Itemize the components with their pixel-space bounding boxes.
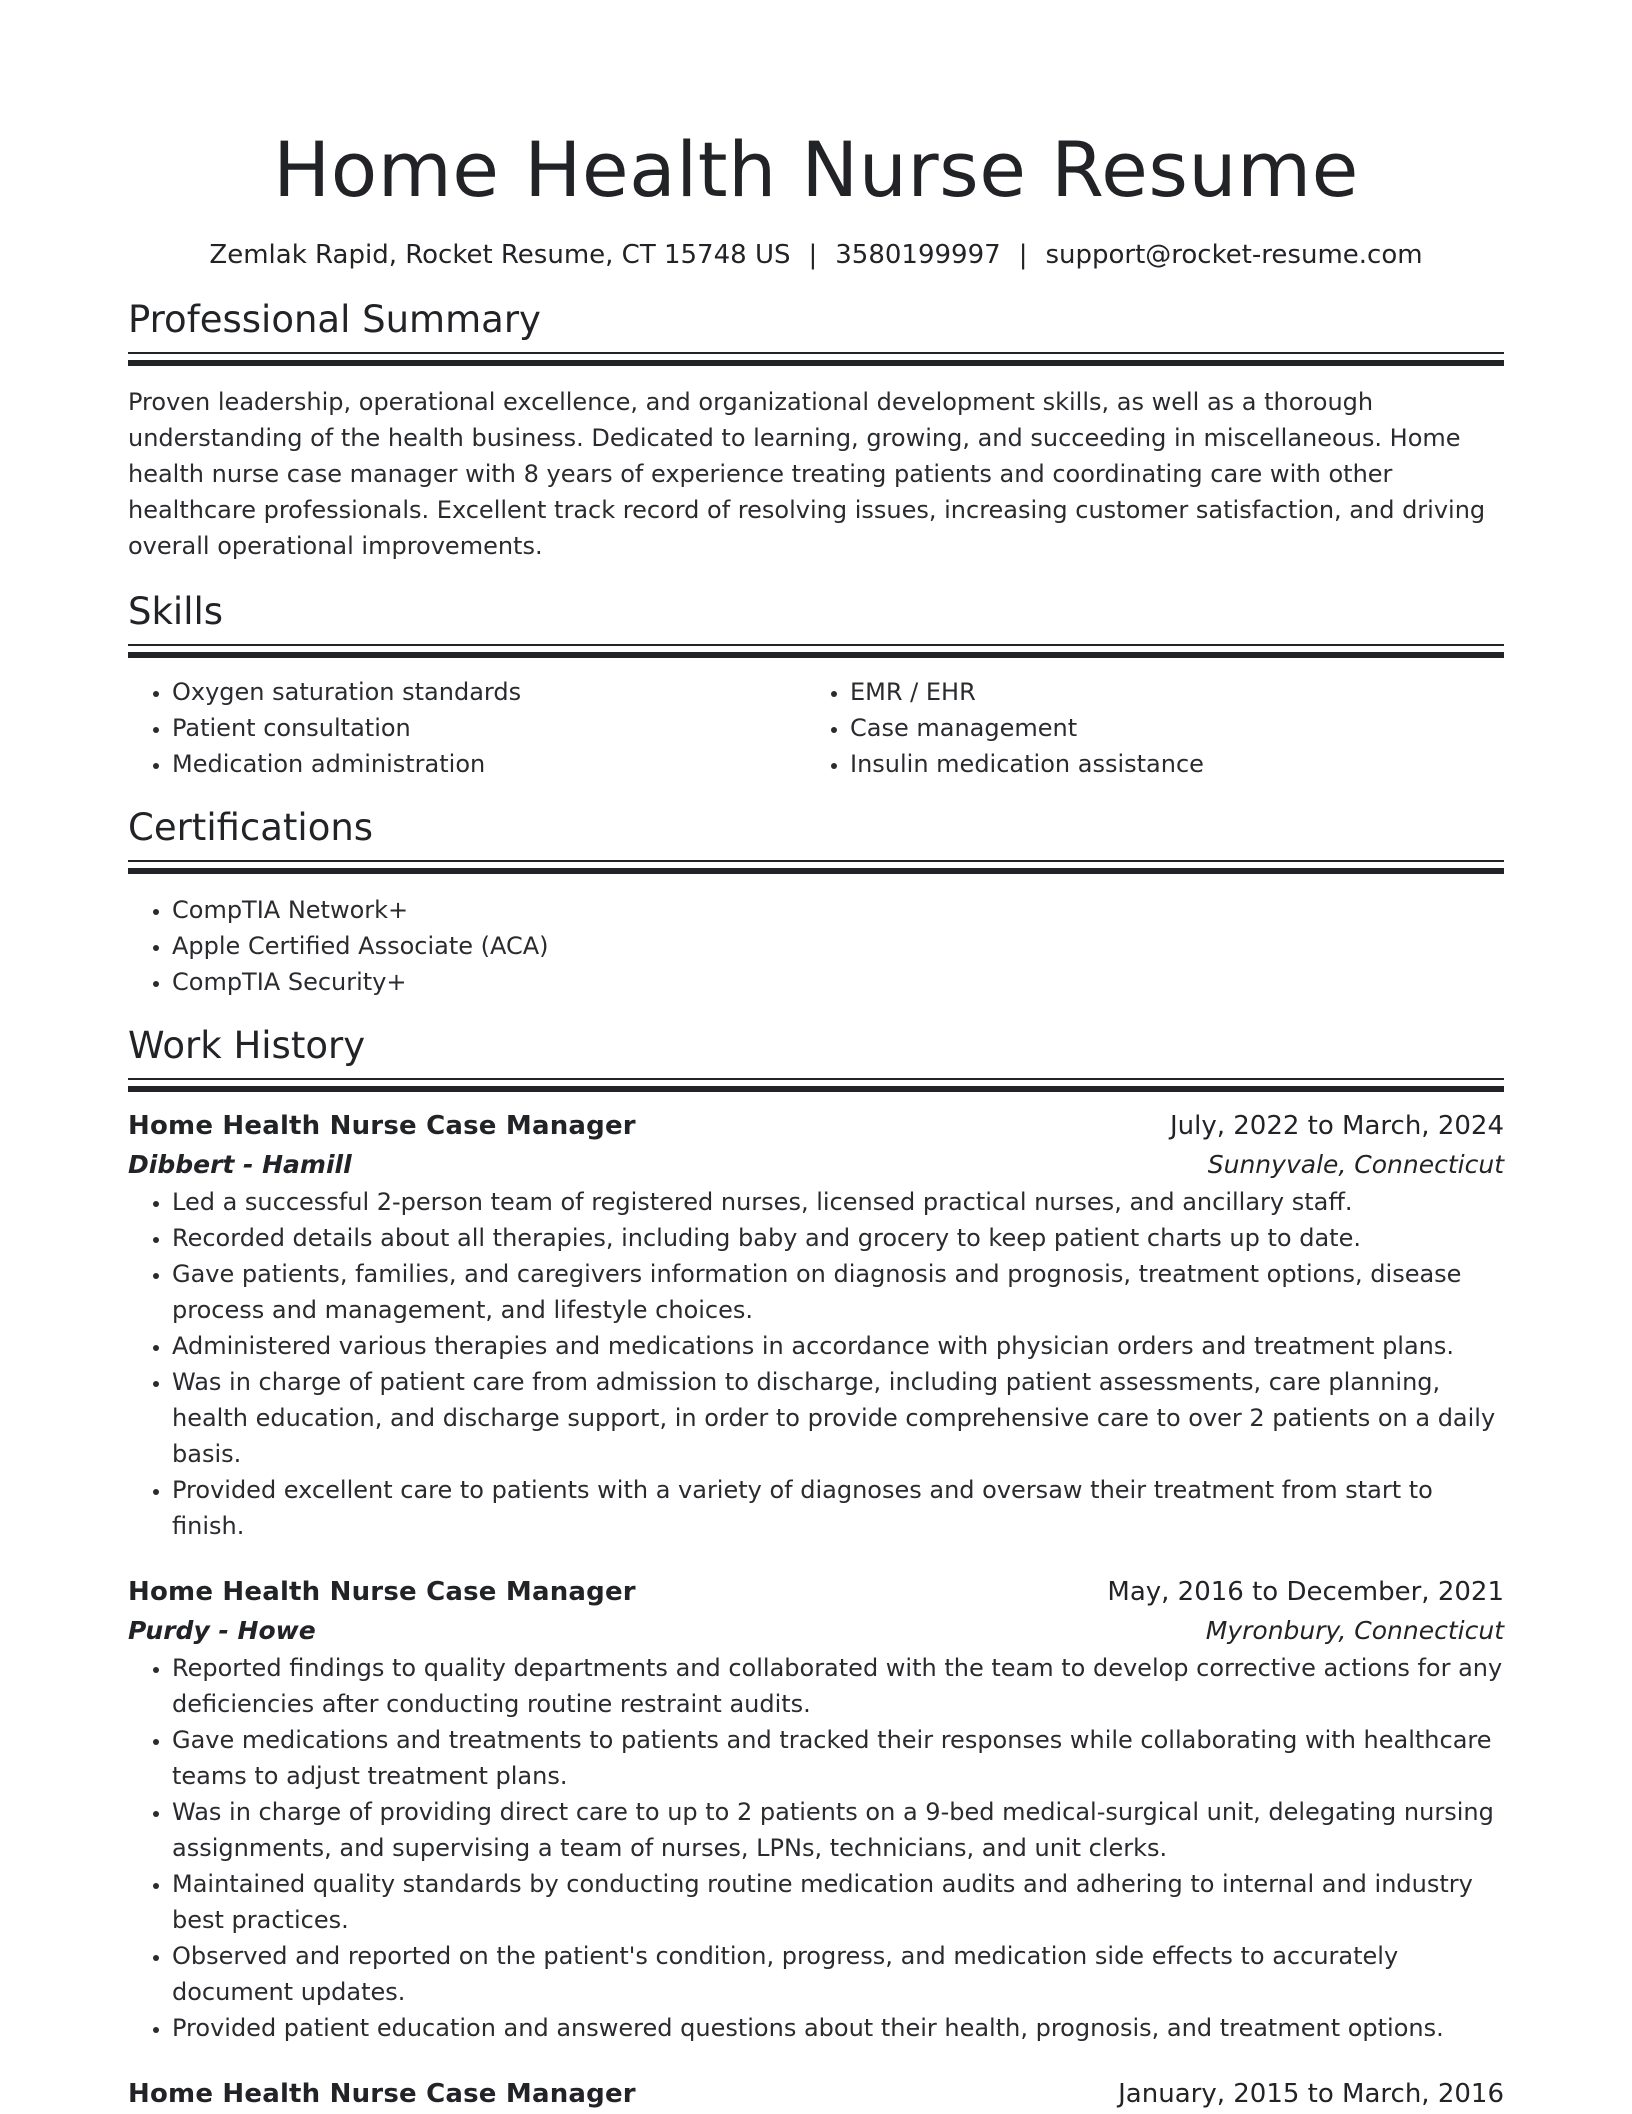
certification-item: • CompTIA Security+ <box>172 964 1504 1000</box>
job-bullet: • Gave medications and treatments to patients and tracked their responses while collaborating with healthcare teams to adjust treatment plans. <box>172 1722 1504 1794</box>
job-bullet: • Observed and reported on the patient's condition, progress, and medication side effects to accurately document updates. <box>172 1938 1504 2010</box>
certifications-list <box>128 892 1504 1000</box>
job-bullet: • Administered various therapies and medications in accordance with physician orders and treatment plans. <box>172 1328 1504 1364</box>
job-location: Sunnyvale, Connecticut <box>1207 1150 1504 1179</box>
section-heading-work-history: Work History <box>128 1024 366 1067</box>
job-title: Home Health Nurse Case Manager <box>128 1111 636 1141</box>
job-company: Purdy - Howe <box>128 1616 316 1645</box>
job-bullet: • Was in charge of providing direct care to up to 2 patients on a 9-bed medical-surgical unit, delegating nursing assignments, and supervising a team of nurses, LPNs, technicians, and unit clerks. <box>172 1794 1504 1866</box>
contact-address: Zemlak Rapid, Rocket Resume, CT 15748 US <box>209 240 791 270</box>
skill-item: • Oxygen saturation standards <box>172 674 806 710</box>
job-entry <box>128 1106 1504 1544</box>
work-history-section <box>128 1024 1504 2114</box>
skills-column-right <box>806 674 1484 782</box>
job-bullet: • Reported findings to quality departments and collaborated with the team to develop corrective actions for any deficiencies after conducting routine restraint audits. <box>172 1650 1504 1722</box>
contact-email: support@rocket-resume.com <box>1045 240 1423 270</box>
skill-item: • Patient consultation <box>172 710 806 746</box>
job-company: Dibbert - Hamill <box>128 1150 352 1179</box>
section-rule <box>128 352 1504 368</box>
job-bullet: • Provided excellent care to patients with a variety of diagnoses and oversaw their treatment from start to finish. <box>172 1472 1504 1544</box>
summary-text: Proven leadership, operational excellence, and organizational development skills, as well as a thorough understanding of the health business. Dedicated to learning, growing, and succeeding in miscellaneous. Home health nurse case manager with 8 years of experience treating patients and coordinating care with other healthcare professionals. Excellent track record of resolving issues, increasing customer satisfaction, and driving overall operational improvements. <box>128 388 1486 560</box>
job-location: Myronbury, Connecticut <box>1205 1616 1504 1645</box>
resume-page <box>128 0 1504 2114</box>
job-dates: January, 2015 to March, 2016 <box>1118 2079 1504 2109</box>
certification-item: • CompTIA Network+ <box>172 892 1504 928</box>
job-bullet: • Maintained quality standards by conducting routine medication audits and adhering to internal and industry best practices. <box>172 1866 1504 1938</box>
certification-item: • Apple Certified Associate (ACA) <box>172 928 1504 964</box>
section-rule <box>128 860 1504 876</box>
job-bullet: • Led a successful 2-person team of registered nurses, licensed practical nurses, and ancillary staff. <box>172 1184 1504 1220</box>
section-heading-summary: Professional Summary <box>128 298 541 341</box>
skill-item: • Case management <box>850 710 1484 746</box>
section-rule <box>128 1078 1504 1094</box>
contact-line <box>128 238 1504 272</box>
skills-section <box>128 590 1504 782</box>
skills-grid <box>128 674 1504 782</box>
job-dates: July, 2022 to March, 2024 <box>1169 1111 1504 1141</box>
job-bullet: • Gave patients, families, and caregivers information on diagnosis and prognosis, treatment options, disease process and management, and lifestyle choices. <box>172 1256 1504 1328</box>
section-heading-certifications: Certifications <box>128 806 374 849</box>
job-dates: May, 2016 to December, 2021 <box>1107 1577 1504 1607</box>
job-bullet: • Provided patient education and answered questions about their health, prognosis, and treatment options. <box>172 2010 1504 2046</box>
resume-title: Home Health Nurse Resume <box>273 125 1359 214</box>
skill-item: • Insulin medication assistance <box>850 746 1484 782</box>
job-entry <box>128 1572 1504 2046</box>
job-bullets <box>128 1184 1504 1544</box>
summary-section <box>128 298 1504 564</box>
job-bullet: • Recorded details about all therapies, including baby and grocery to keep patient charts up to date. <box>172 1220 1504 1256</box>
job-title: Home Health Nurse Case Manager <box>128 1577 636 1607</box>
section-heading-skills: Skills <box>128 590 224 633</box>
job-entry <box>128 2074 1504 2114</box>
contact-separator: | <box>808 240 818 270</box>
skills-column-left <box>128 674 806 782</box>
contact-phone: 3580199997 <box>835 240 1001 270</box>
section-rule <box>128 644 1504 660</box>
job-bullets <box>128 1650 1504 2046</box>
skill-item: • EMR / EHR <box>850 674 1484 710</box>
job-title: Home Health Nurse Case Manager <box>128 2079 636 2109</box>
contact-separator: | <box>1018 240 1028 270</box>
certifications-section <box>128 806 1504 1000</box>
skill-item: • Medication administration <box>172 746 806 782</box>
job-bullet: • Was in charge of patient care from admission to discharge, including patient assessments, care planning, health education, and discharge support, in order to provide comprehensive care to over 2 patients on a daily basis. <box>172 1364 1504 1472</box>
